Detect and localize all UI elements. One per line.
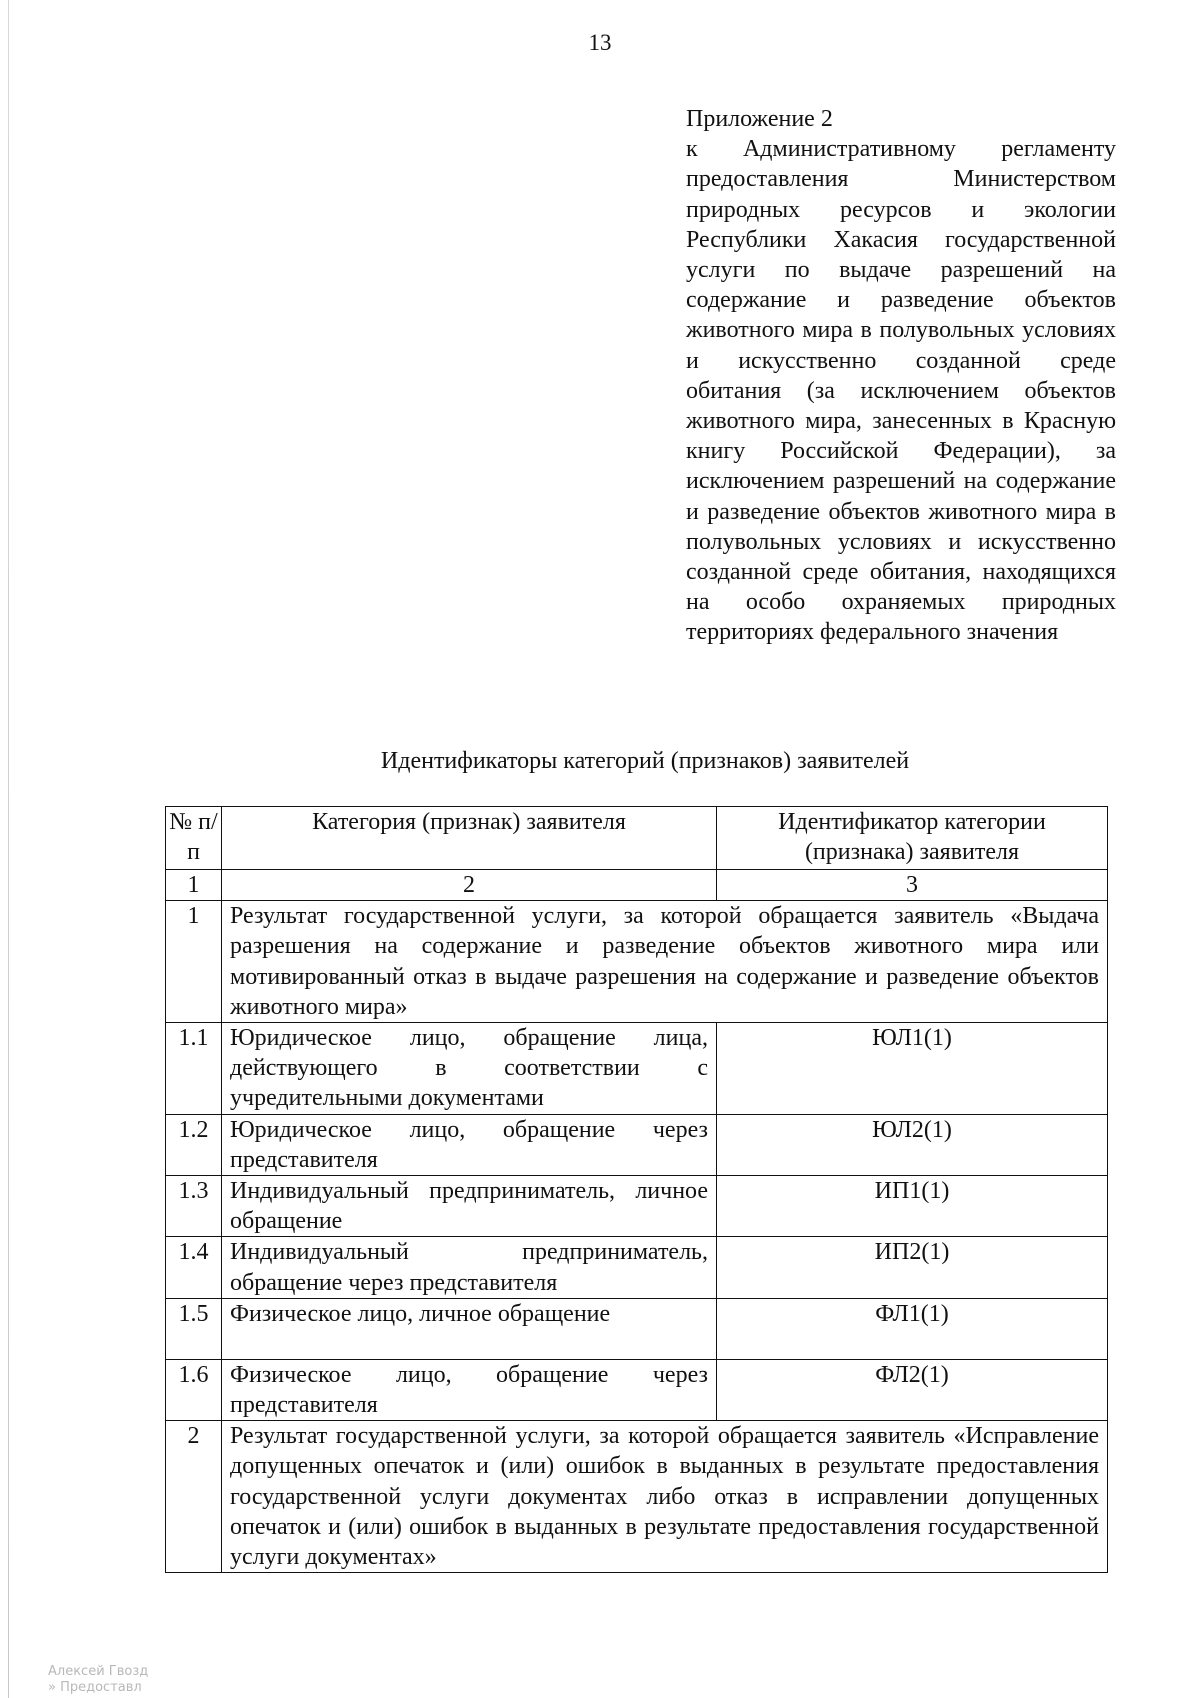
table-row	[166, 1237, 1108, 1298]
index-cell: 1	[166, 870, 222, 901]
section-text: Результат государственной услуги, за которой обращается заявитель «Выдача разрешения на содержание и разведение объектов животного мира или мотивированный отказ в выдаче разрешения на содержание и разведение объектов животного мира»	[222, 901, 1108, 1023]
table-row	[166, 1298, 1108, 1359]
row-number: 1.4	[166, 1237, 222, 1298]
section-number: 1	[166, 901, 222, 1023]
table-header-row	[166, 807, 1108, 870]
appendix-title: Приложение 2	[686, 106, 833, 132]
scan-watermark	[48, 1664, 148, 1696]
table-row	[166, 1023, 1108, 1115]
row-identifier: ЮЛ2(1)	[717, 1114, 1108, 1175]
row-number: 1.1	[166, 1023, 222, 1115]
header-category: Категория (признак) заявителя	[222, 807, 717, 870]
table-index-row	[166, 870, 1108, 901]
scan-watermark-line: Алексей Гвозд	[48, 1664, 149, 1679]
table-caption: Идентификаторы категорий (признаков) заявителей	[380, 748, 910, 774]
page-number: 13	[588, 30, 612, 55]
row-identifier: ЮЛ1(1)	[717, 1023, 1108, 1115]
row-identifier: ФЛ2(1)	[717, 1359, 1108, 1420]
appendix-body: к Административному регламенту предоставления Министерством природных ресурсов и экологии Республики Хакасия государственной услуги по выдаче разрешений на содержание и разведение объектов животного мира в полувольных условиях и искусственно созданной среде обитания (за исключением объектов животного мира, занесенных в Красную книгу Российской Федерации), за исключением разрешений на содержание и разведение объектов животного мира в полувольных условиях и искусственно созданной среде обитания, находящихся на особо охраняемых природных территориях федерального значения	[686, 136, 1116, 646]
section-number: 2	[166, 1421, 222, 1573]
row-category: Физическое лицо, личное обращение	[222, 1298, 717, 1359]
index-cell: 2	[222, 870, 717, 901]
row-identifier: ФЛ1(1)	[717, 1298, 1108, 1359]
row-number: 1.5	[166, 1298, 222, 1359]
section-text: Результат государственной услуги, за которой обращается заявитель «Исправление допущенных опечаток и (или) ошибок в выданных в результате предоставления государственной услуги документах либо отказ в исправлении допущенных опечаток и (или) ошибок в выданных в результате предоставления государственной услуги документах»	[222, 1421, 1108, 1573]
table-row	[166, 1359, 1108, 1420]
appendix-block	[686, 104, 1116, 648]
index-cell: 3	[717, 870, 1108, 901]
section-row	[166, 1421, 1108, 1573]
row-category: Индивидуальный предприниматель, личное обращение	[222, 1176, 717, 1237]
row-category: Юридическое лицо, обращение лица, действующего в соответствии с учредительными документами	[222, 1023, 717, 1115]
row-category: Физическое лицо, обращение через представителя	[222, 1359, 717, 1420]
scan-margin-line	[8, 0, 9, 1698]
header-identifier: Идентификатор категории (признака) заявителя	[717, 807, 1108, 870]
table-row	[166, 1114, 1108, 1175]
scan-watermark-line: » Предоставл	[48, 1680, 142, 1695]
header-number: № п/п	[166, 807, 222, 870]
row-category: Юридическое лицо, обращение через представителя	[222, 1114, 717, 1175]
applicant-categories-table	[165, 806, 1108, 1573]
section-row	[166, 901, 1108, 1023]
row-identifier: ИП2(1)	[717, 1237, 1108, 1298]
row-number: 1.3	[166, 1176, 222, 1237]
row-identifier: ИП1(1)	[717, 1176, 1108, 1237]
row-number: 1.6	[166, 1359, 222, 1420]
row-category: Индивидуальный предприниматель, обращение через представителя	[222, 1237, 717, 1298]
row-number: 1.2	[166, 1114, 222, 1175]
table-row	[166, 1176, 1108, 1237]
